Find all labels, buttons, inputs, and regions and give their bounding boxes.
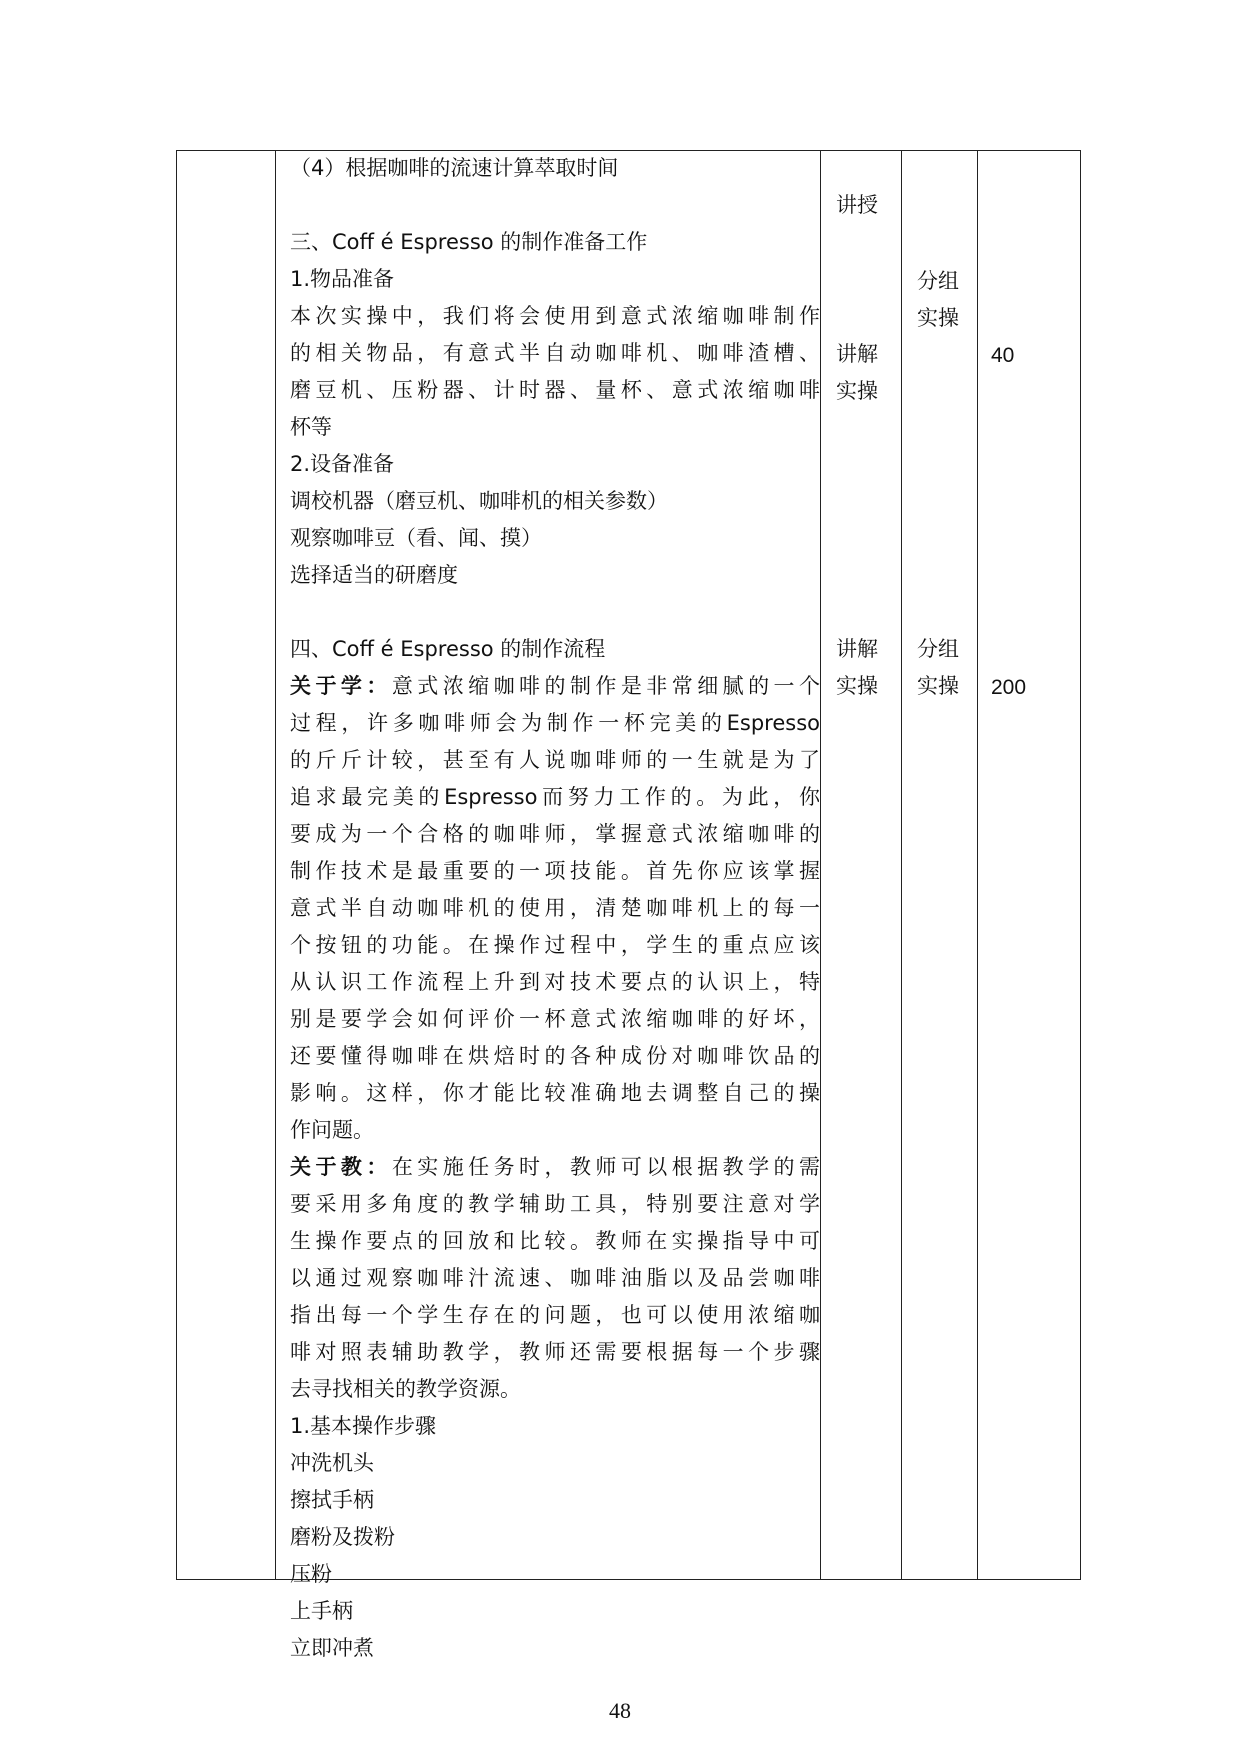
content-line: 以通过观察咖啡汁流速、咖啡油脂以及品尝咖啡	[290, 1266, 820, 1290]
content-line: 的斤斤计较，甚至有人说咖啡师的一生就是为了	[290, 748, 820, 772]
content-line: 作问题。	[290, 1118, 374, 1142]
column-divider	[275, 151, 276, 1579]
content-line: 意式半自动咖啡机的使用，清楚咖啡机上的每一	[290, 896, 820, 920]
step-item: 压粉	[290, 1562, 332, 1586]
content-line: 追求最完美的Espresso而努力工作的。为此，你	[290, 785, 820, 809]
learn-label: 关于学：	[290, 674, 392, 698]
content-line: 还要懂得咖啡在烘焙时的各种成份对咖啡饮品的	[290, 1044, 820, 1068]
content-line: 本次实操中，我们将会使用到意式浓缩咖啡制作	[290, 304, 820, 328]
teach-label: 关于教：	[290, 1155, 392, 1179]
row1-organization: 分组 实操	[917, 269, 959, 330]
row1-method-b: 讲解 实操	[836, 342, 878, 403]
content-line: 的相关物品，有意式半自动咖啡机、咖啡渣槽、	[290, 341, 820, 365]
step-item: 上手柄	[290, 1599, 353, 1623]
content-line: 1.物品准备	[290, 267, 395, 291]
content-line: 关于学：意式浓缩咖啡的制作是非常细腻的一个	[290, 674, 821, 698]
column-divider	[901, 151, 902, 1579]
content-line: 2.设备准备	[290, 452, 395, 476]
row1-time: 40	[991, 344, 1015, 367]
row1-method-a: 讲授	[836, 193, 878, 217]
section-heading: 三、Coff é Espresso 的制作准备工作	[290, 230, 648, 254]
step-item: 冲洗机头	[290, 1451, 374, 1475]
row1-content	[290, 150, 820, 594]
content-line: 要成为一个合格的咖啡师，掌握意式浓缩咖啡的	[290, 822, 820, 846]
step-item: 立即冲煮	[290, 1636, 374, 1660]
content-line: 影响。这样，你才能比较准确地去调整自己的操	[290, 1081, 820, 1105]
content-line: （4）根据咖啡的流速计算萃取时间	[290, 156, 619, 180]
row2-content	[290, 631, 820, 1667]
content-line: 个按钮的功能。在操作过程中，学生的重点应该	[290, 933, 820, 957]
column-divider	[820, 151, 821, 1579]
content-line	[290, 187, 820, 224]
content-line: 关于教：在实施任务时，教师可以根据教学的需	[290, 1155, 821, 1179]
content-line: 制作技术是最重要的一项技能。首先你应该掌握	[290, 859, 820, 883]
content-line: 生操作要点的回放和比较。教师在实操指导中可	[290, 1229, 820, 1253]
content-line: 观察咖啡豆（看、闻、摸）	[290, 526, 542, 550]
content-line: 过程，许多咖啡师会为制作一杯完美的Espresso	[290, 711, 820, 735]
content-line: 要采用多角度的教学辅助工具，特别要注意对学	[290, 1192, 820, 1216]
step-item: 磨粉及拨粉	[290, 1525, 395, 1549]
step-item: 擦拭手柄	[290, 1488, 374, 1512]
content-line: 啡对照表辅助教学，教师还需要根据每一个步骤	[290, 1340, 820, 1364]
steps-title: 1.基本操作步骤	[290, 1414, 437, 1438]
content-line: 磨豆机、压粉器、计时器、量杯、意式浓缩咖啡	[290, 378, 820, 402]
content-line: 从认识工作流程上升到对技术要点的认识上，特	[290, 970, 820, 994]
content-line: 指出每一个学生存在的问题，也可以使用浓缩咖	[290, 1303, 820, 1327]
row2-method: 讲解 实操	[836, 637, 878, 698]
row2-time: 200	[991, 676, 1027, 699]
section-heading: 四、Coff é Espresso 的制作流程	[290, 637, 606, 661]
content-line: 别是要学会如何评价一杯意式浓缩咖啡的好坏，	[290, 1007, 820, 1031]
content-line: 杯等	[290, 415, 332, 439]
content-line: 去寻找相关的教学资源。	[290, 1377, 521, 1401]
content-line: 选择适当的研磨度	[290, 563, 458, 587]
content-line: 调校机器（磨豆机、咖啡机的相关参数）	[290, 489, 668, 513]
page-number: 48	[609, 1698, 631, 1723]
column-divider	[977, 151, 978, 1579]
row2-organization: 分组 实操	[917, 637, 959, 698]
